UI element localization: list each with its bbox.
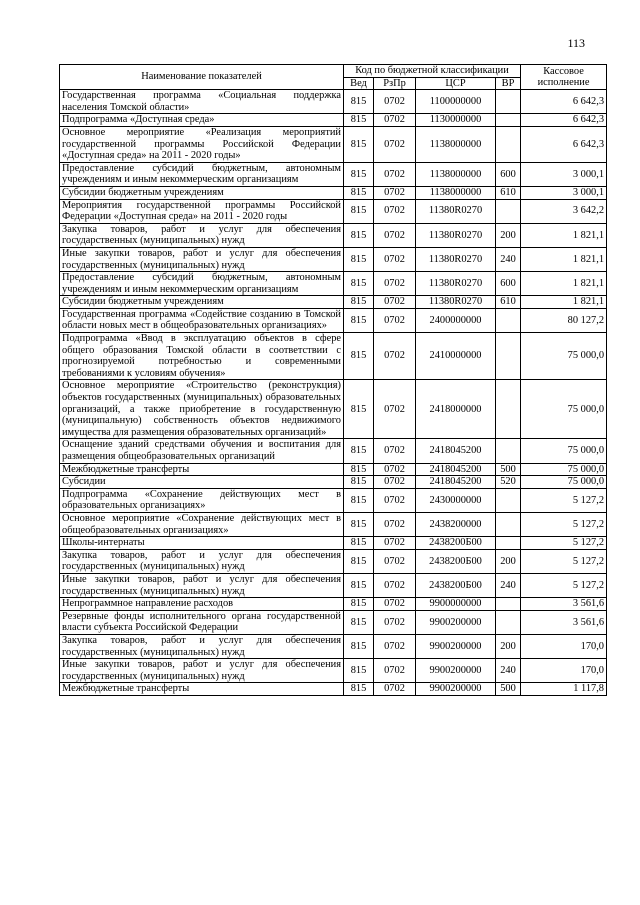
table-row bbox=[60, 272, 607, 296]
cell-amount: 6 642,3 bbox=[521, 90, 607, 114]
cell-name: Закупка товаров, работ и услуг для обеспечения государственных (муниципальных) нужд bbox=[60, 549, 344, 573]
cell-csr: 11380R0270 bbox=[416, 296, 496, 309]
cell-csr: 2400000000 bbox=[416, 308, 496, 332]
cell-ved: 815 bbox=[344, 247, 374, 271]
cell-amount: 75 000,0 bbox=[521, 380, 607, 439]
cell-rzpr: 0702 bbox=[374, 549, 416, 573]
cell-name: Иные закупки товаров, работ и услуг для обеспечения государственных (муниципальных) нужд bbox=[60, 659, 344, 683]
cell-ved: 815 bbox=[344, 683, 374, 696]
cell-csr: 11380R0270 bbox=[416, 247, 496, 271]
cell-vr bbox=[496, 598, 521, 611]
cell-amount: 3 561,6 bbox=[521, 610, 607, 634]
header-vr: ВР bbox=[496, 77, 521, 90]
page-number: 113 bbox=[567, 36, 585, 50]
cell-csr: 2418000000 bbox=[416, 380, 496, 439]
cell-name: Иные закупки товаров, работ и услуг для обеспечения государственных (муниципальных) нужд bbox=[60, 573, 344, 597]
cell-ved: 815 bbox=[344, 598, 374, 611]
cell-csr: 2418045200 bbox=[416, 463, 496, 476]
cell-rzpr: 0702 bbox=[374, 683, 416, 696]
table-row bbox=[60, 512, 607, 536]
cell-rzpr: 0702 bbox=[374, 634, 416, 658]
cell-vr: 240 bbox=[496, 247, 521, 271]
cell-amount: 6 642,3 bbox=[521, 126, 607, 162]
cell-csr: 1130000000 bbox=[416, 114, 496, 127]
cell-vr bbox=[496, 126, 521, 162]
table-row bbox=[60, 223, 607, 247]
table-row bbox=[60, 610, 607, 634]
cell-csr: 1138000000 bbox=[416, 186, 496, 199]
table-row bbox=[60, 308, 607, 332]
cell-name: Оснащение зданий средствами обучения и воспитания для размещения общеобразовательных организаций bbox=[60, 439, 344, 463]
table-row bbox=[60, 537, 607, 550]
table-row bbox=[60, 549, 607, 573]
cell-amount: 1 821,1 bbox=[521, 223, 607, 247]
cell-ved: 815 bbox=[344, 476, 374, 489]
cell-rzpr: 0702 bbox=[374, 186, 416, 199]
cell-csr: 11380R0270 bbox=[416, 223, 496, 247]
cell-name: Иные закупки товаров, работ и услуг для обеспечения государственных (муниципальных) нужд bbox=[60, 247, 344, 271]
table-row bbox=[60, 488, 607, 512]
cell-vr bbox=[496, 90, 521, 114]
cell-ved: 815 bbox=[344, 223, 374, 247]
cell-ved: 815 bbox=[344, 114, 374, 127]
header-code-group: Код по бюджетной классификации bbox=[344, 65, 521, 78]
cell-ved: 815 bbox=[344, 333, 374, 380]
cell-name: Субсидии bbox=[60, 476, 344, 489]
cell-rzpr: 0702 bbox=[374, 598, 416, 611]
table-row bbox=[60, 162, 607, 186]
cell-vr: 610 bbox=[496, 296, 521, 309]
cell-csr: 2410000000 bbox=[416, 333, 496, 380]
cell-vr: 240 bbox=[496, 573, 521, 597]
cell-ved: 815 bbox=[344, 90, 374, 114]
cell-rzpr: 0702 bbox=[374, 537, 416, 550]
cell-csr: 11380R0270 bbox=[416, 199, 496, 223]
cell-vr: 500 bbox=[496, 463, 521, 476]
table-row bbox=[60, 247, 607, 271]
cell-vr: 240 bbox=[496, 659, 521, 683]
cell-rzpr: 0702 bbox=[374, 463, 416, 476]
cell-amount: 5 127,2 bbox=[521, 573, 607, 597]
cell-csr: 11380R0270 bbox=[416, 272, 496, 296]
table-row bbox=[60, 186, 607, 199]
cell-rzpr: 0702 bbox=[374, 126, 416, 162]
header-name: Наименование показателей bbox=[60, 65, 344, 90]
cell-rzpr: 0702 bbox=[374, 223, 416, 247]
cell-amount: 5 127,2 bbox=[521, 488, 607, 512]
cell-vr bbox=[496, 380, 521, 439]
cell-ved: 815 bbox=[344, 659, 374, 683]
cell-rzpr: 0702 bbox=[374, 659, 416, 683]
cell-rzpr: 0702 bbox=[374, 573, 416, 597]
cell-name: Государственная программа «Содействие созданию в Томской области новых мест в общеобразовательных организациях» bbox=[60, 308, 344, 332]
cell-name: Подпрограмма «Ввод в эксплуатацию объектов в сфере общего образования Томской области в соответствии с прогнозируемой потребностью и современными требованиями к условиям обучения» bbox=[60, 333, 344, 380]
table-row bbox=[60, 439, 607, 463]
cell-vr bbox=[496, 199, 521, 223]
table-row bbox=[60, 333, 607, 380]
cell-amount: 1 117,8 bbox=[521, 683, 607, 696]
table-row bbox=[60, 114, 607, 127]
cell-vr: 500 bbox=[496, 683, 521, 696]
cell-amount: 1 821,1 bbox=[521, 296, 607, 309]
cell-ved: 815 bbox=[344, 272, 374, 296]
cell-ved: 815 bbox=[344, 463, 374, 476]
cell-rzpr: 0702 bbox=[374, 162, 416, 186]
cell-name: Субсидии бюджетным учреждениям bbox=[60, 186, 344, 199]
cell-amount: 5 127,2 bbox=[521, 512, 607, 536]
cell-vr bbox=[496, 333, 521, 380]
table-row bbox=[60, 90, 607, 114]
cell-name: Резервные фонды исполнительного органа государственной власти субъекта Российской Федерации bbox=[60, 610, 344, 634]
cell-amount: 170,0 bbox=[521, 634, 607, 658]
cell-name: Межбюджетные трансферты bbox=[60, 683, 344, 696]
cell-name: Подпрограмма «Доступная среда» bbox=[60, 114, 344, 127]
cell-name: Основное мероприятие «Реализация мероприятий государственной программы Российской Федерации «Доступная среда» на 2011 - 2020 годы» bbox=[60, 126, 344, 162]
table-body bbox=[60, 90, 607, 696]
cell-csr: 2430000000 bbox=[416, 488, 496, 512]
cell-vr: 600 bbox=[496, 272, 521, 296]
cell-amount: 80 127,2 bbox=[521, 308, 607, 332]
cell-name: Основное мероприятие «Строительство (реконструкция) объектов государственных (муниципальных) образовательных организаций, а также приобретение в государственную (муниципальную) собственность объектов недвижимого имущества для размещения образовательных организаций» bbox=[60, 380, 344, 439]
cell-ved: 815 bbox=[344, 380, 374, 439]
cell-name: Субсидии бюджетным учреждениям bbox=[60, 296, 344, 309]
table-row bbox=[60, 659, 607, 683]
cell-name: Школы-интернаты bbox=[60, 537, 344, 550]
cell-csr: 2438200000 bbox=[416, 512, 496, 536]
table-row bbox=[60, 476, 607, 489]
cell-csr: 9900200000 bbox=[416, 634, 496, 658]
cell-csr: 9900200000 bbox=[416, 610, 496, 634]
cell-name: Подпрограмма «Сохранение действующих мест в образовательных организациях» bbox=[60, 488, 344, 512]
cell-ved: 815 bbox=[344, 439, 374, 463]
cell-csr: 2418045200 bbox=[416, 476, 496, 489]
cell-name: Закупка товаров, работ и услуг для обеспечения государственных (муниципальных) нужд bbox=[60, 223, 344, 247]
header-execution: Кассовое исполнение bbox=[521, 65, 607, 90]
cell-amount: 3 561,6 bbox=[521, 598, 607, 611]
cell-rzpr: 0702 bbox=[374, 333, 416, 380]
cell-name: Основное мероприятие «Сохранение действующих мест в общеобразовательных организациях» bbox=[60, 512, 344, 536]
header-csr: ЦСР bbox=[416, 77, 496, 90]
cell-vr: 200 bbox=[496, 634, 521, 658]
cell-vr: 200 bbox=[496, 223, 521, 247]
cell-amount: 75 000,0 bbox=[521, 333, 607, 380]
cell-name: Государственная программа «Социальная поддержка населения Томской области» bbox=[60, 90, 344, 114]
cell-vr bbox=[496, 114, 521, 127]
cell-name: Мероприятия государственной программы Российской Федерации «Доступная среда» на 2011 - 2020 годы bbox=[60, 199, 344, 223]
cell-vr: 610 bbox=[496, 186, 521, 199]
cell-amount: 1 821,1 bbox=[521, 247, 607, 271]
cell-vr bbox=[496, 610, 521, 634]
cell-rzpr: 0702 bbox=[374, 90, 416, 114]
cell-vr bbox=[496, 512, 521, 536]
cell-name: Предоставление субсидий бюджетным, автономным учреждениям и иным некоммерческим организациям bbox=[60, 162, 344, 186]
cell-rzpr: 0702 bbox=[374, 272, 416, 296]
cell-rzpr: 0702 bbox=[374, 114, 416, 127]
budget-table bbox=[59, 64, 607, 696]
cell-csr: 2438200Б00 bbox=[416, 549, 496, 573]
cell-ved: 815 bbox=[344, 573, 374, 597]
cell-rzpr: 0702 bbox=[374, 439, 416, 463]
cell-vr: 600 bbox=[496, 162, 521, 186]
cell-vr bbox=[496, 537, 521, 550]
cell-ved: 815 bbox=[344, 126, 374, 162]
cell-csr: 9900200000 bbox=[416, 683, 496, 696]
cell-amount: 5 127,2 bbox=[521, 537, 607, 550]
cell-rzpr: 0702 bbox=[374, 380, 416, 439]
cell-rzpr: 0702 bbox=[374, 296, 416, 309]
table-row bbox=[60, 573, 607, 597]
table-row bbox=[60, 199, 607, 223]
cell-amount: 5 127,2 bbox=[521, 549, 607, 573]
cell-ved: 815 bbox=[344, 610, 374, 634]
cell-ved: 815 bbox=[344, 296, 374, 309]
cell-ved: 815 bbox=[344, 308, 374, 332]
cell-csr: 9900000000 bbox=[416, 598, 496, 611]
cell-amount: 6 642,3 bbox=[521, 114, 607, 127]
cell-csr: 9900200000 bbox=[416, 659, 496, 683]
table-row bbox=[60, 126, 607, 162]
table-row bbox=[60, 634, 607, 658]
cell-amount: 3 642,2 bbox=[521, 199, 607, 223]
cell-csr: 2438200Б00 bbox=[416, 573, 496, 597]
cell-rzpr: 0702 bbox=[374, 488, 416, 512]
cell-rzpr: 0702 bbox=[374, 308, 416, 332]
cell-amount: 75 000,0 bbox=[521, 476, 607, 489]
cell-ved: 815 bbox=[344, 537, 374, 550]
cell-amount: 1 821,1 bbox=[521, 272, 607, 296]
header-rzpr: РзПр bbox=[374, 77, 416, 90]
cell-ved: 815 bbox=[344, 549, 374, 573]
cell-vr: 520 bbox=[496, 476, 521, 489]
cell-name: Закупка товаров, работ и услуг для обеспечения государственных (муниципальных) нужд bbox=[60, 634, 344, 658]
cell-csr: 1138000000 bbox=[416, 162, 496, 186]
cell-csr: 2438200Б00 bbox=[416, 537, 496, 550]
cell-vr bbox=[496, 308, 521, 332]
cell-rzpr: 0702 bbox=[374, 512, 416, 536]
table-row bbox=[60, 380, 607, 439]
header-ved: Вед bbox=[344, 77, 374, 90]
cell-amount: 170,0 bbox=[521, 659, 607, 683]
cell-ved: 815 bbox=[344, 199, 374, 223]
cell-csr: 1138000000 bbox=[416, 126, 496, 162]
cell-name: Межбюджетные трансферты bbox=[60, 463, 344, 476]
table-row bbox=[60, 683, 607, 696]
cell-vr: 200 bbox=[496, 549, 521, 573]
cell-ved: 815 bbox=[344, 634, 374, 658]
cell-name: Непрограммное направление расходов bbox=[60, 598, 344, 611]
table-row bbox=[60, 463, 607, 476]
table-row bbox=[60, 598, 607, 611]
cell-amount: 3 000,1 bbox=[521, 186, 607, 199]
cell-rzpr: 0702 bbox=[374, 610, 416, 634]
cell-amount: 75 000,0 bbox=[521, 463, 607, 476]
cell-ved: 815 bbox=[344, 162, 374, 186]
table-row bbox=[60, 296, 607, 309]
cell-vr bbox=[496, 439, 521, 463]
cell-rzpr: 0702 bbox=[374, 476, 416, 489]
cell-amount: 3 000,1 bbox=[521, 162, 607, 186]
cell-rzpr: 0702 bbox=[374, 247, 416, 271]
cell-vr bbox=[496, 488, 521, 512]
cell-csr: 2418045200 bbox=[416, 439, 496, 463]
cell-csr: 1100000000 bbox=[416, 90, 496, 114]
cell-ved: 815 bbox=[344, 488, 374, 512]
cell-amount: 75 000,0 bbox=[521, 439, 607, 463]
cell-name: Предоставление субсидий бюджетным, автономным учреждениям и иным некоммерческим организациям bbox=[60, 272, 344, 296]
cell-rzpr: 0702 bbox=[374, 199, 416, 223]
cell-ved: 815 bbox=[344, 512, 374, 536]
cell-ved: 815 bbox=[344, 186, 374, 199]
